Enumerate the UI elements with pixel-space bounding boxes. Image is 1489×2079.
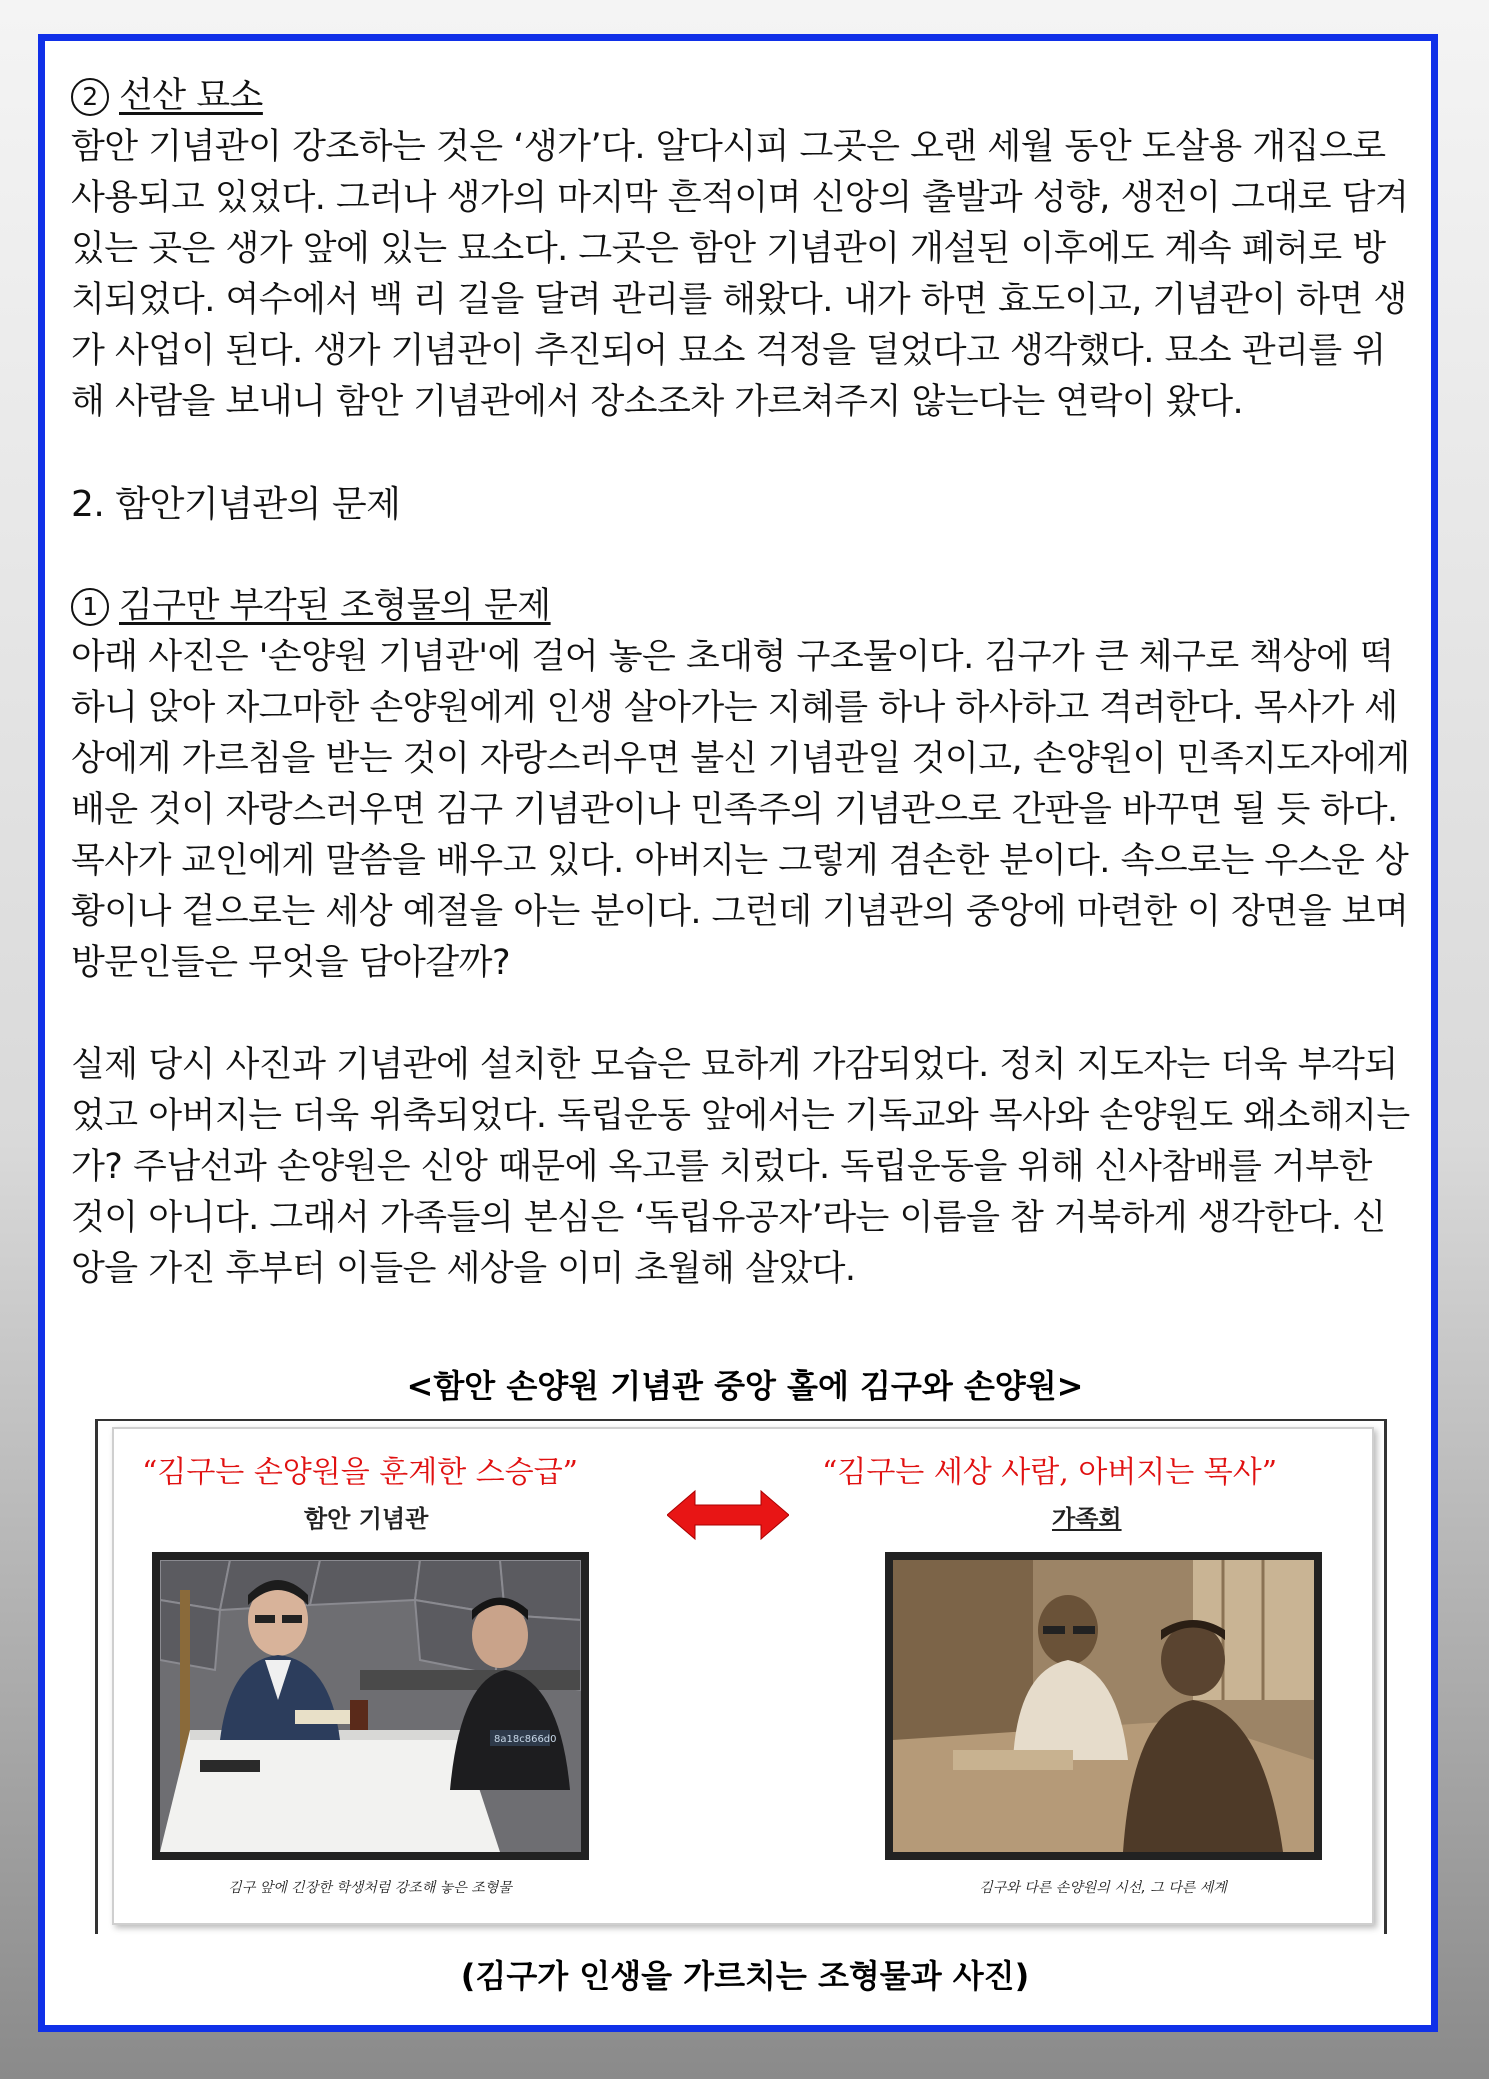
- photo-tag: 8a18c866d0: [494, 1734, 557, 1745]
- section-title: [71, 581, 1416, 632]
- text-line: 방문인들은 무엇을 담아갈까?: [71, 943, 511, 983]
- section-title: [71, 71, 1416, 122]
- left-panel-label: 함안 기념관: [304, 1505, 429, 1533]
- text-line: 었고 아버지는 더욱 위축되었다. 독립운동 앞에서는 기독교와 목사와 손양원도 왜소해지는: [71, 1096, 1410, 1136]
- text-line: 해 사람을 보내니 함안 기념관에서 장소조차 가르쳐주지 않는다는 연락이 왔다.: [71, 382, 1244, 422]
- figure-caption-top: <함안 손양원 기념관 중앙 홀에 김구와 손양원>: [406, 1367, 1084, 1405]
- figure-panel: [112, 1427, 1374, 1925]
- text-line: 아래 사진은 '손양원 기념관'에 걸어 놓은 초대형 구조물이다. 김구가 큰 체구로 책상에 떡: [71, 637, 1394, 677]
- left-photo-caption: 김구 앞에 긴장한 학생처럼 강조해 놓은 조형물: [228, 1880, 512, 1896]
- text-line: 하니 앉아 자그마한 손양원에게 인생 살아가는 지혜를 하나 하사하고 격려한다. 목사가 세: [71, 688, 1398, 728]
- text-line: 목사가 교인에게 말씀을 배우고 있다. 아버지는 그렇게 겸손한 분이다. 속으로는 우스운 상: [71, 841, 1409, 881]
- text-line: 배운 것이 자랑스러우면 김구 기념관이나 민족주의 기념관으로 간판을 바꾸면 될 듯 하다.: [71, 790, 1398, 830]
- section-number: 1: [71, 588, 109, 626]
- paragraph: [71, 122, 1416, 428]
- sculpture-photo: [152, 1552, 589, 1860]
- historical-photo: [885, 1552, 1322, 1860]
- section-title-text: 김구만 부각된 조형물의 문제: [119, 586, 551, 626]
- double-arrow-icon: [667, 1489, 789, 1541]
- text-line: 실제 당시 사진과 기념관에 설치한 모습은 묘하게 가감되었다. 정치 지도자는 더욱 부각되: [71, 1045, 1398, 1085]
- figure: [95, 1419, 1387, 1934]
- text-line: 있는 곳은 생가 앞에 있는 묘소다. 그곳은 함안 기념관이 개설된 이후에도 계속 폐허로 방: [71, 229, 1386, 269]
- text-line: 앙을 가진 후부터 이들은 세상을 이미 초월해 살았다.: [71, 1249, 856, 1289]
- text-line: 상에게 가르침을 받는 것이 자랑스러우면 불신 기념관일 것이고, 손양원이 민족지도자에게: [71, 739, 1410, 779]
- paragraph: [71, 632, 1416, 989]
- chapter-heading: 2. 함안기념관의 문제: [71, 484, 401, 525]
- text-line: 가? 주남선과 손양원은 신앙 때문에 옥고를 치렀다. 독립운동을 위해 신사참배를 거부한: [71, 1147, 1372, 1187]
- text-line: 치되었다. 여수에서 백 리 길을 달려 관리를 해왔다. 내가 하면 효도이고, 기념관이 하면 생: [71, 280, 1407, 320]
- text-line: 황이나 겉으로는 세상 예절을 아는 분이다. 그런데 기념관의 중앙에 마련한 이 장면을 보며: [71, 892, 1409, 932]
- section-title-text: 선산 묘소: [119, 76, 263, 116]
- text-line: 함안 기념관이 강조하는 것은 ‘생가’다. 알다시피 그곳은 오랜 세월 동안 도살용 개집으로: [71, 127, 1386, 167]
- right-photo-caption: 김구와 다른 손양원의 시선, 그 다른 세계: [979, 1880, 1227, 1896]
- section-number: 2: [71, 78, 109, 116]
- left-quote: “김구는 손양원을 훈계한 스승급”: [142, 1455, 579, 1490]
- text-line: 가 사업이 된다. 생가 기념관이 추진되어 묘소 걱정을 덜었다고 생각했다. 묘소 관리를 위: [71, 331, 1386, 371]
- right-quote: “김구는 세상 사람, 아버지는 목사”: [822, 1455, 1278, 1490]
- page-frame: [38, 34, 1438, 2032]
- right-panel-label: 가족회: [1052, 1505, 1122, 1533]
- document-body: [71, 71, 1416, 1295]
- paragraph: [71, 1040, 1416, 1295]
- text-line: 것이 아니다. 그래서 가족들의 본심은 ‘독립유공자’라는 이름을 참 거북하게 생각한다. 신: [71, 1198, 1386, 1238]
- text-line: 사용되고 있었다. 그러나 생가의 마지막 흔적이며 신앙의 출발과 성향, 생전이 그대로 담겨: [71, 178, 1409, 218]
- figure-caption-bottom: (김구가 인생을 가르치는 조형물과 사진): [460, 1957, 1030, 1995]
